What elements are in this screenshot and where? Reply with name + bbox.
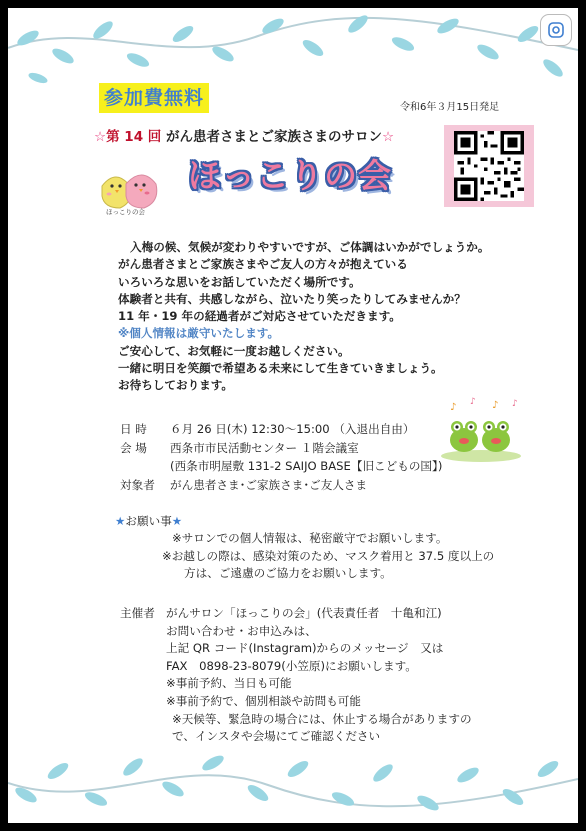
venue-value: 西条市市民活動センター １階会議室 [170,440,359,455]
target-label: 対象者 [120,477,155,492]
request-heading-text: お願い事 [125,514,172,528]
svg-text:♪: ♪ [512,399,518,409]
frogs-singing-icon [436,396,526,464]
flyer-page [8,8,578,823]
star-icon: ★ [171,514,183,528]
svg-text:♪: ♪ [450,402,457,413]
intro-line: 11 年・19 年の経過者がご対応させていただきます。 [118,309,401,324]
event-details [120,420,442,494]
date-value: ６月 26 日(木) 12:30～15:00 （入退出自由） [170,422,415,436]
svg-text:♪: ♪ [492,400,499,411]
organizer-row [120,605,472,623]
contact-line: 上記 QR コード(Instagram)からのメッセージ 又は [166,641,444,656]
intro-line: 体験者と共有、共感しながら、泣いたり笑ったりしてみませんか？ [118,291,466,306]
intro-message [118,239,489,395]
session-number: 第 14 回 [106,129,162,145]
venue-address: (西条市明屋敷 131-2 SAIJO BASE【旧こどもの国】) [170,459,443,473]
free-admission-badge: 参加費無料 [99,83,209,113]
salon-title-text: がん患者さまとご家族さまのサロン [161,129,382,145]
contact-note: ※事前予約で、個別相談や訪問も可能 [166,693,361,708]
date-label: 日 時 [120,422,147,436]
contact-fax: FAX 0898-23-8079(小笠原)にお願いします。 [166,658,417,673]
intro-line: お待ちしております。 [118,378,234,393]
date-row [120,420,442,439]
organizer-name: がんサロン「ほっこりの会」(代表責任者 十亀和江) [166,606,442,620]
request-list [162,530,494,583]
intro-line: 一緒に明日を笑顔で希望ある未来にして生きていきましょう。 [118,361,443,376]
request-item: 方は、ご遠慮のご協力をお願いします。 [184,566,392,580]
intro-line: ご安心して、お気軽に一度お越しください。 [118,343,350,358]
organizer-label: 主催者 [120,606,155,620]
organizer-section [120,605,472,746]
intro-line: がん患者さまとご家族さまやご友人の方々が抱えている [118,257,408,272]
lens-search-icon[interactable] [540,14,572,46]
bottom-vine-decoration [8,733,578,823]
contact-line: お問い合わせ・お申込みは、 [166,623,317,638]
svg-text:♪: ♪ [470,397,476,407]
qr-code-icon[interactable] [452,131,526,201]
event-name-heading: ほっこりの会 [188,156,392,195]
star-icon: ☆ [382,129,395,145]
contact-note: ※事前予約、当日も可能 [166,676,292,691]
issue-date: 令和6年３月15日発足 [400,102,500,113]
venue-row [120,439,442,458]
privacy-note: ※個人情報は厳守いたします。 [118,326,280,341]
contact-note: で、インスタや会場にてご確認ください [172,729,381,744]
contact-note: ※天候等、緊急時の場合には、休止する場合がありますの [172,711,472,726]
target-value: がん患者さま･ご家族さま･ご友人さま [170,477,368,492]
intro-line: いろいろな思いをお話していただく場所です。 [118,274,361,289]
star-icon: ★ [115,514,126,528]
star-icon: ☆ [94,129,107,145]
salon-title [94,125,394,145]
request-heading [115,513,182,529]
intro-line: 入梅の候、気候が変わりやすいですが、ご体調はいかがでしょうか。 [130,240,490,254]
request-item: ※お越しの際は、感染対策のため、マスク着用と 37.5 度以上の [162,548,495,563]
top-vine-decoration [8,8,578,98]
target-row [120,476,442,495]
venue-label: 会 場 [120,440,147,455]
request-item: ※サロンでの個人情報は、秘密厳守でお願いします。 [172,531,448,545]
logo-caption: ほっこりの会 [106,208,145,216]
